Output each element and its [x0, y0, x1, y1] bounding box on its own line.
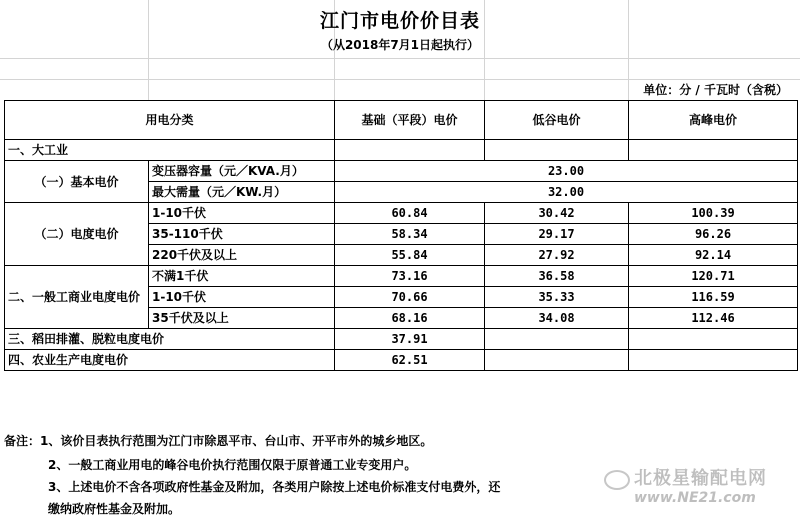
grid-line: [0, 79, 800, 80]
irrigation-value: 37.91: [335, 329, 485, 350]
empty-cell: [629, 329, 798, 350]
empty-cell: [335, 140, 485, 161]
empty-cell: [485, 329, 629, 350]
note-line: 3、上述电价不含各项政府性基金及附加，各类用户除按上述电价标准支付电费外，还: [48, 480, 501, 494]
page-title: 江门市电价价目表: [319, 10, 480, 32]
empty-cell: [485, 140, 629, 161]
transformer-label: 变压器容量（元／KVA.月）: [149, 161, 335, 182]
watermark-url: www.NE21.com: [634, 490, 756, 506]
section-agriculture: 四、农业生产电度电价: [5, 350, 335, 371]
max-demand-value: 32.00: [335, 182, 798, 203]
empty-cell: [629, 350, 798, 371]
section-irrigation: 三、稻田排灌、脱粒电度电价: [5, 329, 335, 350]
section-basic-price: （一）基本电价: [5, 161, 149, 203]
energy-row-peak: 100.39: [629, 203, 798, 224]
section-large-industry: 一、大工业: [5, 140, 335, 161]
commercial-row-valley: 36.58: [485, 266, 629, 287]
table-row: [5, 350, 798, 371]
header-peak: 高峰电价: [629, 101, 798, 140]
table-row: [5, 203, 798, 224]
note-line: 缴纳政府性基金及附加。: [48, 502, 181, 516]
energy-row-label: 35-110千伏: [149, 224, 335, 245]
header-category: 用电分类: [5, 101, 335, 140]
table-row: [5, 329, 798, 350]
commercial-row-label: 不满1千伏: [149, 266, 335, 287]
agriculture-value: 62.51: [335, 350, 485, 371]
energy-row-base: 58.34: [335, 224, 485, 245]
max-demand-label: 最大需量（元／KW.月）: [149, 182, 335, 203]
commercial-row-label: 35千伏及以上: [149, 308, 335, 329]
commercial-row-peak: 116.59: [629, 287, 798, 308]
energy-row-label: 220千伏及以上: [149, 245, 335, 266]
table-row: [5, 266, 798, 287]
commercial-row-valley: 35.33: [485, 287, 629, 308]
empty-cell: [485, 350, 629, 371]
price-table: [4, 100, 798, 371]
note-line: 备注：1、该价目表执行范围为江门市除恩平市、台山市、开平市外的城乡地区。: [4, 434, 433, 448]
table-row: [5, 140, 798, 161]
header-row: [5, 101, 798, 140]
note-line: 2、一般工商业用电的峰谷电价执行范围仅限于原普通工业专变用户。: [48, 458, 417, 472]
commercial-row-base: 68.16: [335, 308, 485, 329]
watermark-name: 北极星输配电网: [634, 468, 767, 489]
energy-row-valley: 27.92: [485, 245, 629, 266]
commercial-row-base: 70.66: [335, 287, 485, 308]
grid-line: [0, 58, 800, 59]
watermark: [554, 458, 794, 514]
commercial-row-valley: 34.08: [485, 308, 629, 329]
energy-row-base: 60.84: [335, 203, 485, 224]
section-general-commercial: 二、一般工商业电度电价: [5, 266, 149, 329]
empty-cell: [629, 140, 798, 161]
energy-row-peak: 96.26: [629, 224, 798, 245]
section-energy-price: （二）电度电价: [5, 203, 149, 266]
page-subtitle: （从2018年7月1日起执行）: [320, 38, 480, 52]
commercial-row-peak: 120.71: [629, 266, 798, 287]
header-base: 基础（平段）电价: [335, 101, 485, 140]
header-valley: 低谷电价: [485, 101, 629, 140]
commercial-row-label: 1-10千伏: [149, 287, 335, 308]
eye-logo-icon: [604, 470, 630, 490]
energy-row-valley: 29.17: [485, 224, 629, 245]
energy-row-base: 55.84: [335, 245, 485, 266]
table-row: [5, 161, 798, 182]
commercial-row-base: 73.16: [335, 266, 485, 287]
energy-row-valley: 30.42: [485, 203, 629, 224]
energy-row-label: 1-10千伏: [149, 203, 335, 224]
commercial-row-peak: 112.46: [629, 308, 798, 329]
energy-row-peak: 92.14: [629, 245, 798, 266]
transformer-value: 23.00: [335, 161, 798, 182]
unit-label: 单位：分 / 千瓦时（含税）: [643, 83, 788, 97]
